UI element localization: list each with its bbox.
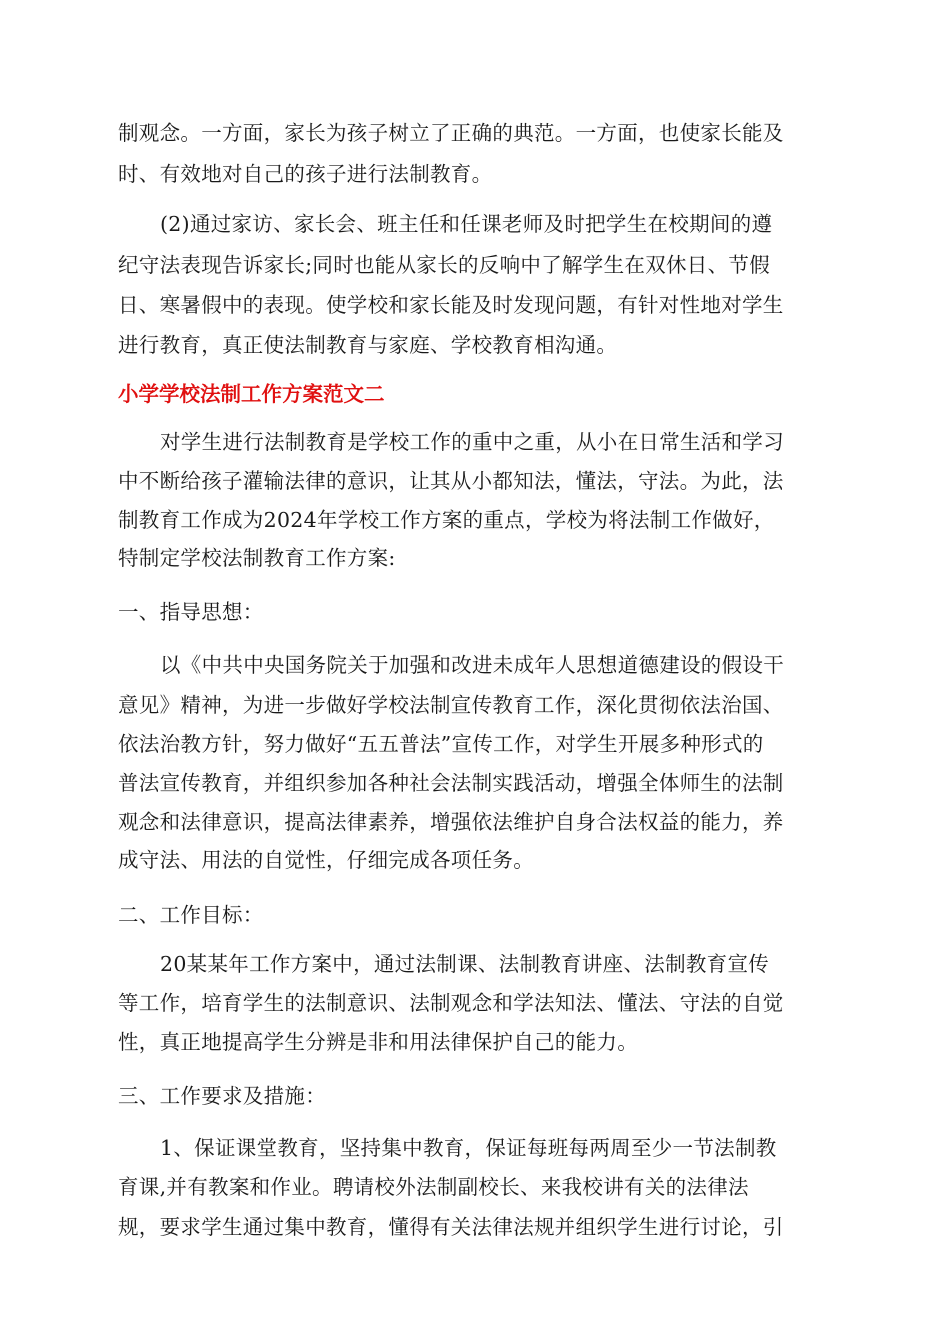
- body-line: 三、工作要求及措施：: [118, 1084, 326, 1108]
- body-line: 成守法、用法的自觉性，仔细完成各项任务。: [118, 848, 534, 872]
- body-line: 20某某年工作方案中，通过法制课、法制教育讲座、法制教育宣传: [160, 952, 770, 976]
- body-line: (2)通过家访、家长会、班主任和任课老师及时把学生在校期间的遵: [160, 212, 773, 236]
- body-line: 进行教育，真正使法制教育与家庭、学校教育相沟通。: [118, 333, 618, 357]
- body-line: 一、指导思想：: [118, 600, 264, 624]
- body-line: 意见》精神，为进一步做好学校法制宣传教育工作，深化贯彻依法治国、: [118, 693, 784, 717]
- body-line: 特制定学校法制教育工作方案:: [118, 546, 396, 570]
- body-line: 二、工作目标：: [118, 903, 264, 927]
- body-line: 时、有效地对自己的孩子进行法制教育。: [118, 162, 493, 186]
- section-heading: 小学学校法制工作方案范文二: [118, 382, 385, 406]
- body-line: 依法治教方针，努力做好“五五普法”宣传工作，对学生开展多种形式的: [118, 732, 764, 756]
- body-line: 纪守法表现告诉家长;同时也能从家长的反响中了解学生在双休日、节假: [118, 253, 771, 277]
- body-line: 规，要求学生通过集中教育，懂得有关法律法规并组织学生进行讨论，引: [118, 1215, 784, 1239]
- body-line: 日、寒暑假中的表现。使学校和家长能及时发现问题，有针对性地对学生: [118, 293, 784, 317]
- body-line: 性，真正地提高学生分辨是非和用法律保护自己的能力。: [118, 1030, 638, 1054]
- body-line: 1、保证课堂教育，坚持集中教育，保证每班每两周至少一节法制教: [160, 1136, 777, 1160]
- body-line: 制观念。一方面，家长为孩子树立了正确的典范。一方面，也使家长能及: [118, 121, 784, 145]
- body-line: 育课,并有教案和作业。聘请校外法制副校长、来我校讲有关的法律法: [118, 1175, 749, 1199]
- body-line: 普法宣传教育，并组织参加各种社会法制实践活动，增强全体师生的法制: [118, 771, 784, 795]
- body-line: 制教育工作成为2024年学校工作方案的重点，学校为将法制工作做好，: [118, 508, 775, 532]
- body-line: 观念和法律意识，提高法律素养，增强依法维护自身合法权益的能力，养: [118, 810, 784, 834]
- body-line: 等工作，培育学生的法制意识、法制观念和学法知法、懂法、守法的自觉: [118, 991, 784, 1015]
- body-line: 以《中共中央国务院关于加强和改进未成年人思想道德建设的假设干: [160, 653, 784, 677]
- body-line: 对学生进行法制教育是学校工作的重中之重，从小在日常生活和学习: [160, 430, 784, 454]
- body-line: 中不断给孩子灌输法律的意识，让其从小都知法，懂法，守法。为此，法: [118, 469, 784, 493]
